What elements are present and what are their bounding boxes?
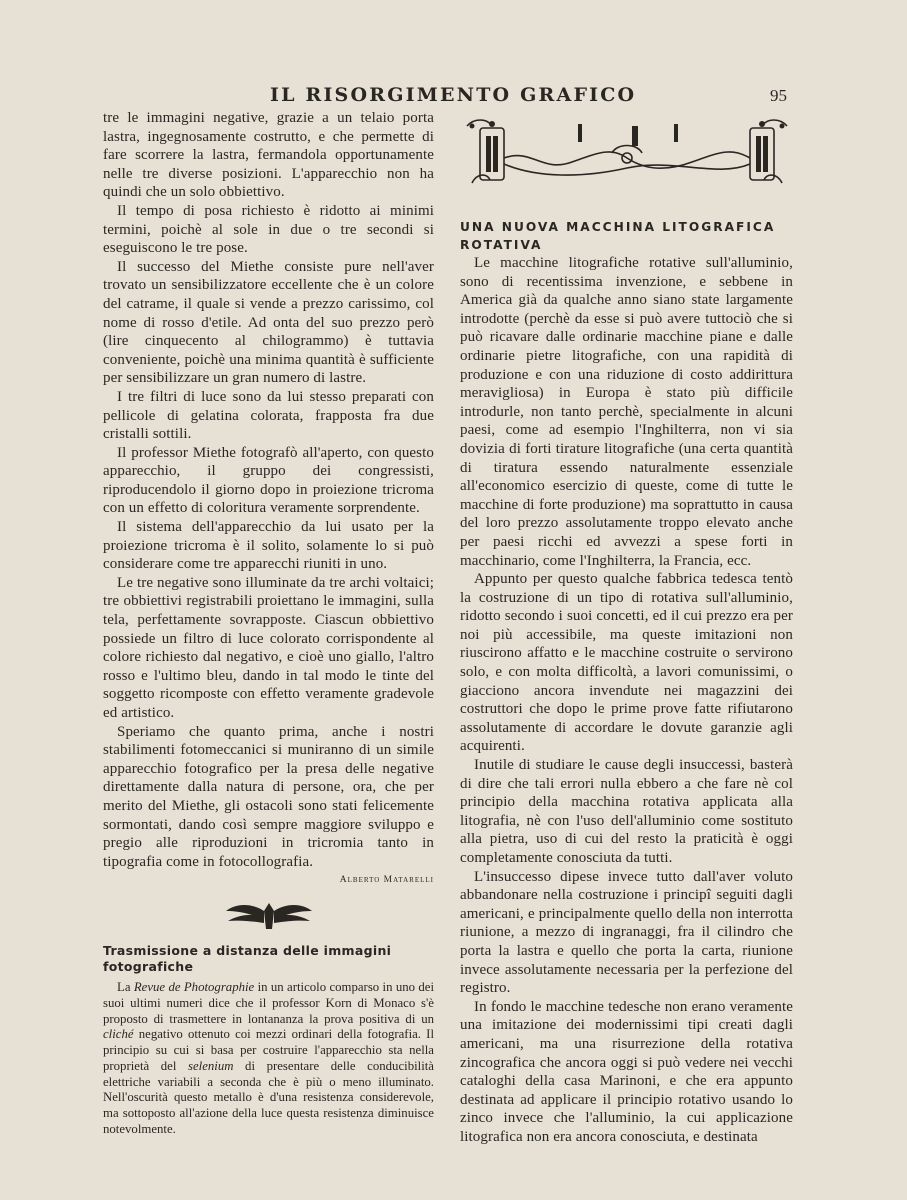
paragraph: Il tempo di posa richiesto è ridotto ai minimi termini, poichè al sole in due o tre secondi si eseguiscono le tre pose. — [103, 202, 434, 257]
left-column — [103, 109, 434, 1137]
winged-vignette-ornament-icon — [224, 899, 314, 933]
running-header-title: IL RISORGIMENTO GRAFICO — [270, 84, 637, 106]
paragraph: Le tre negative sono illuminate da tre archi voltaici; tre obbiettivi registrabili proiettano le immagini, sulla tela, perfettamente sovrapposte. Ciascun obbiettivo possiede un filtro di luce colorato corrispondente al colore richiesto dal negativo, e cioè uno giallo, l'altro rosso e l'ultimo bleu, dando in tal modo le tinte del soggetto ricomposte con effetto veramente gradevole ed artistico. — [103, 574, 434, 721]
paragraph: L'insuccesso dipese invece tutto dall'aver voluto abbandonare nella costruzione i principî seguiti dagli americani, e principalmente quello della non interrotta riunione, a mezzo di ingranaggi, fra il cilindro che porta la lastra e quello che porta la carta, riunione invece assolutamente necessaria per la perfezione del registro. — [460, 868, 793, 997]
right-column — [460, 254, 793, 1147]
section-body-image-transmission: La Revue de Photographie in un articolo comparso in uno dei suoi ultimi numeri dice che il professor Korn di Monaco s'è proposto di trasmettere in lontananza la prova positiva di un cliché negativo ottenuto coi mezzi ordinari della fotografia. Il principio su cui si basa per costruire l'apparecchio sta nella proprietà del selenium di presentare delle conducibilità elettriche variabili a seconda che è più o meno illuminato. Nell'oscurità questo metallo è d'una resistenza considerevole, ma sottoposto all'azione della luce questa resistenza diminuisce notevolmente. — [103, 980, 435, 1136]
art-nouveau-headpiece-ornament-icon — [462, 118, 792, 188]
article-title-rotary-lithographic-press: UNA NUOVA MACCHINA LITOGRAFICA ROTATIVA — [460, 220, 776, 252]
paragraph: Speriamo che quanto prima, anche i nostri stabilimenti fotomeccanici si muniranno di un simile apparecchio fotografico per la presa delle negative direttamente dalla natura di persone, ora, che per merito del Miethe, gli ostacoli sono stati felicemente sormontati, dando così sempre maggiore sviluppo e pregio alle riproduzioni in tricromia tanto in tipografia come in fotocollografia. — [103, 723, 434, 870]
paragraph: Il sistema dell'apparecchio da lui usato per la proiezione tricroma è il solito, solamente lo si può considerare come tre apparecchi riuniti in uno. — [103, 519, 434, 573]
section-title-image-transmission: Trasmissione a distanza delle immagini fotografiche — [103, 943, 392, 975]
paragraph: Il professor Miethe fotografò all'aperto, con questo apparecchio, il gruppo dei congressisti, riproducendolo il giorno dopo in proiezione tricroma con un effetto di coloritura veramente sorprendente. — [103, 444, 434, 517]
author-signature: Alberto Matarelli — [339, 875, 434, 886]
paragraph: Appunto per questo qualche fabbrica tedesca tentò la costruzione di un tipo di rotativa sull'alluminio, ridotto secondo i suoi concetti, ed il cui prezzo era per noi più accessibile, ma queste imitazioni non riuscirono affatto e le macchine costruite o servirono solo, e con molta difficoltà, a lavori comunissimi, o giacciono ancora invendute nei magazzini dei costruttori che dopo le prime prove fatte rifiutarono assolutamente di accordare le dovute garanzie agli acquirenti. — [460, 571, 793, 755]
page-number: 95 — [770, 86, 787, 105]
paragraph: Le macchine litografiche rotative sull'alluminio, sono di recentissima invenzione, e sebbene in America già da qualche anno siano state largamente introdotte (perchè da esse si può avere tuttociò che si può ricavare dalle ordinarie macchine piane e dalle ordinarie pietre litografiche, con una rapidità di produzione e con una riduzione di costo addirittura meravigliosa) in Europa è stato più difficile introdurle, non tanto perchè, specialmente in alcuni paesi, come ad esempio l'Inghilterra, non vi sia dovizia di forti tirature litografiche (una certa quantità di tiratura essendo naturalmente essenziale all'economico esercizio di queste, come di tutte le macchine di forte produzione) ma soprattutto in causa del loro prezzo assolutamente troppo elevato anche per paesi ricchi ed avvezzi a spese forti in macchinario, come l'Inghilterra, la Francia, ecc. — [460, 255, 793, 569]
paragraph: Il successo del Miethe consiste pure nell'aver trovato un sensibilizzatore eccellente che è un colore del catrame, il quale si vende a prezzo carissimo, col nome di rosso d'etile. Ad onta del suo prezzo però (lire cinquecento al chilogrammo) è tuttavia conveniente, poichè una minima quantità è sufficiente per sensibilizzare un gran numero di lastre. — [103, 258, 434, 387]
paragraph: Inutile di studiare le cause degli insuccessi, basterà di dire che tali errori nulla ebbero a che fare nè col principio della macchina rotativa applicata alla litografia, nè con l'uso dell'alluminio come sostituto alla pietra, uso di cui del resto la praticità è oggi completamente conosciuta da tutti. — [460, 757, 793, 866]
paragraph: tre le immagini negative, grazie a un telaio porta lastra, ingegnosamente costrutto, e che permette di fare scorrere la lastra, fermandola opportunamente nelle tre diverse posizioni. L'apparecchio non ha quindi che un solo obbiettivo. — [103, 110, 434, 201]
paragraph: I tre filtri di luce sono da lui stesso preparati con pellicole di gelatina colorata, frapposta fra due cristalli sottili. — [103, 388, 434, 443]
paragraph: In fondo le macchine tedesche non erano veramente una imitazione dei modernissimi tipi creati dagli americani, ma una risurrezione della rotativa zincografica che ancora oggi si può vedere nei vecchi cataloghi della casa Marinoni, e che era appunto destinata ad applicare il principio rotativo usando lo zinco invece che l'alluminio, la cui applicazione litografica non era ancora conosciuta, e destinata — [460, 998, 793, 1145]
